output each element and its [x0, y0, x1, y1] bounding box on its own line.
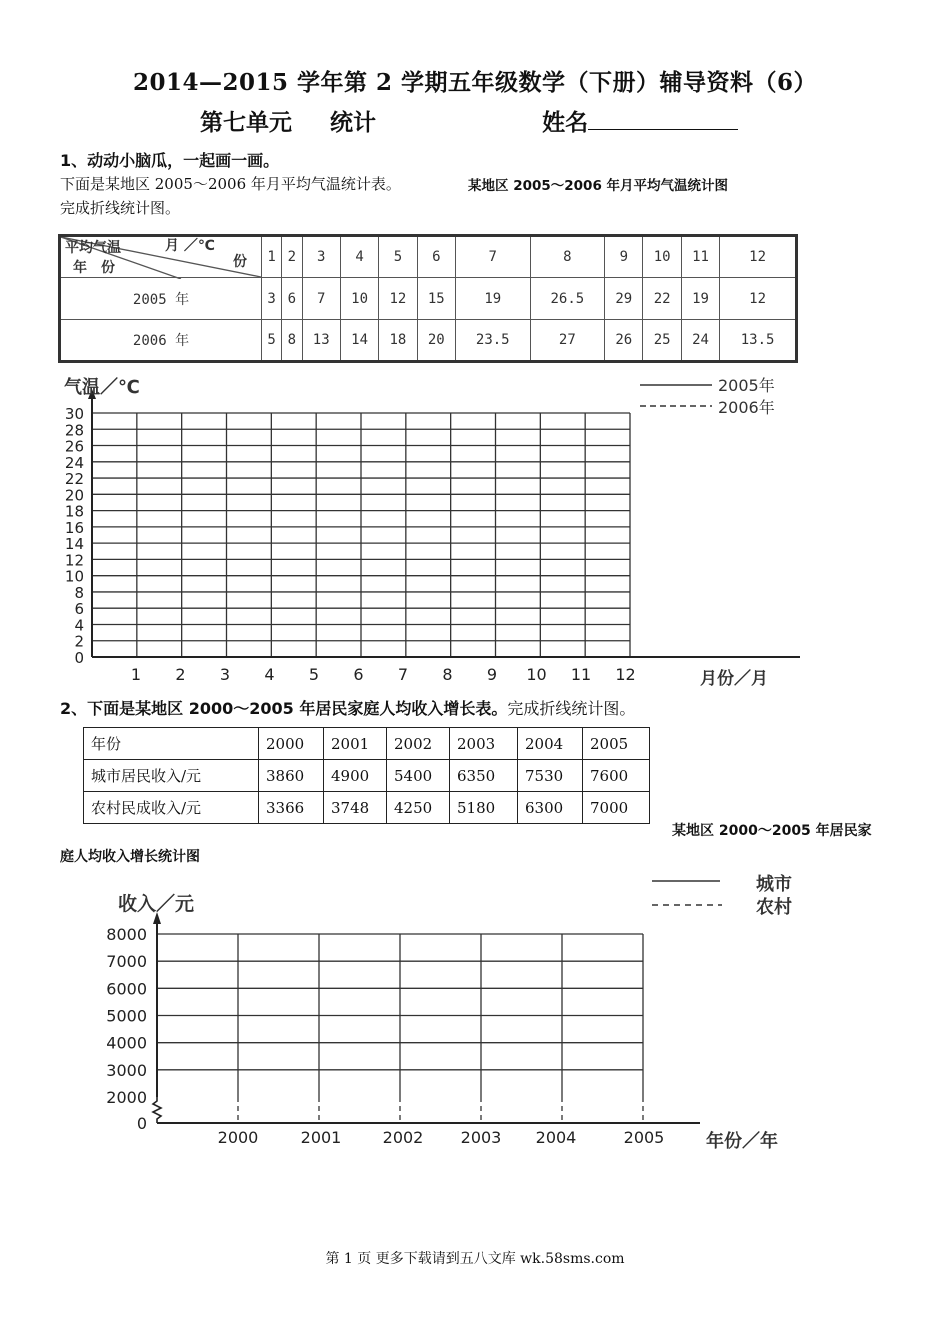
table-cell: 7600: [583, 760, 650, 792]
x-tick-label: 2003: [460, 1128, 502, 1147]
y-tick-label: 3000: [106, 1060, 147, 1080]
x-tick-label: 2001: [300, 1128, 342, 1147]
month-header: 3: [302, 236, 340, 278]
month-header: 1: [262, 236, 282, 278]
table-cell: 22: [643, 278, 681, 320]
x-tick-label: 1: [130, 665, 142, 684]
month-header: 6: [417, 236, 455, 278]
name-label: 姓名: [542, 109, 589, 136]
table-cell: 6350: [450, 760, 518, 792]
corner-year-label: 年 份: [73, 260, 115, 276]
question-1-description: 下面是某地区 2005～2006 年月平均气温统计表。: [60, 175, 401, 193]
month-header: 9: [605, 236, 643, 278]
question-1-instruction: 完成折线统计图。: [60, 199, 181, 217]
x-tick-label: 4: [264, 665, 275, 684]
table-cell: 5: [262, 320, 282, 362]
x-tick-label: 2002: [382, 1128, 424, 1147]
chart-2-caption-line-2: 庭人均收入增长统计图: [60, 849, 200, 865]
table-cell: 14: [340, 320, 378, 362]
corner-temp-label: 平均气温: [65, 240, 121, 256]
table-cell: 农村民成收入/元: [84, 792, 259, 824]
table-cell: 3748: [324, 792, 387, 824]
table-cell: 27: [530, 320, 605, 362]
x-tick-label: 6: [353, 665, 364, 684]
unit-label: 第七单元: [200, 109, 292, 136]
table-header-cell: 2003: [450, 728, 518, 760]
table-cell: 7: [302, 278, 340, 320]
y-tick-label: 4000: [106, 1033, 147, 1053]
x-tick-label: 2: [175, 665, 186, 684]
y-tick-label: 5000: [106, 1006, 147, 1026]
table-cell: 5400: [387, 760, 450, 792]
x-tick-label: 8: [442, 665, 453, 684]
table-cell: 15: [417, 278, 455, 320]
question-2-heading-bold: 2、下面是某地区 2000～2005 年居民家庭人均收入增长表。: [60, 699, 508, 718]
month-header: 8: [530, 236, 605, 278]
table-cell: 4900: [324, 760, 387, 792]
x-tick-label: 3: [219, 665, 231, 684]
table-header-cell: 2002: [387, 728, 450, 760]
x-tick-label: 12: [615, 665, 636, 684]
table-cell: 13: [302, 320, 340, 362]
page-footer: 第 1 页 更多下载请到五八文库 wk.58sms.com: [325, 1251, 625, 1267]
table-cell: 7000: [583, 792, 650, 824]
table-cell: 10: [340, 278, 378, 320]
table-cell: 20: [417, 320, 455, 362]
row-label: 2006 年: [60, 320, 262, 362]
table-row: [84, 792, 650, 824]
month-header: 11: [681, 236, 719, 278]
table-cell: 19: [455, 278, 530, 320]
table-cell: 12: [379, 278, 417, 320]
y-tick-label: 14: [64, 535, 84, 554]
table-cell: 3: [262, 278, 282, 320]
x-tick-label: 11: [570, 665, 592, 684]
month-header: 10: [643, 236, 681, 278]
x-tick-label: 2005: [623, 1128, 665, 1147]
topic-label: 统计: [330, 109, 377, 136]
legend-label: 2006年: [718, 398, 775, 417]
table-cell: 6300: [518, 792, 583, 824]
x-axis-label: 月份／月: [700, 669, 768, 689]
chart-1-caption: 某地区 2005～2006 年月平均气温统计图: [468, 178, 729, 194]
month-header: 7: [455, 236, 530, 278]
y-tick-label: 6: [74, 600, 84, 619]
table-cell: 23.5: [455, 320, 530, 362]
table-cell: 26: [605, 320, 643, 362]
chart-2-caption-line-1: 某地区 2000～2005 年居民家: [672, 823, 872, 839]
table-cell: 7530: [518, 760, 583, 792]
question-2-heading: [60, 696, 635, 719]
table-header-cell: 2005: [583, 728, 650, 760]
table-header-cell: 年份: [84, 728, 259, 760]
table-cell: 18: [379, 320, 417, 362]
y-axis-label: 气温／℃: [64, 377, 140, 398]
table-cell: 12: [720, 278, 797, 320]
legend-label: 农村: [756, 897, 792, 918]
y-tick-label: 24: [64, 453, 84, 472]
month-header: 4: [340, 236, 378, 278]
x-tick-label: 9: [486, 665, 498, 684]
y-axis-label: 收入／元: [118, 893, 195, 915]
y-tick-label: 7000: [106, 952, 147, 972]
question-2-instruction: 完成折线统计图。: [507, 699, 636, 718]
x-tick-label: 7: [397, 665, 409, 684]
table-row: [84, 728, 650, 760]
y-tick-label: 8000: [106, 925, 147, 944]
table-cell: 5180: [450, 792, 518, 824]
y-tick-label: 12: [64, 551, 84, 570]
x-tick-label: 5: [308, 665, 320, 684]
y-tick-label: 0: [136, 1114, 147, 1133]
y-tick-label: 8: [74, 583, 84, 602]
y-tick-label: 2: [74, 632, 84, 651]
question-1-heading: 1、动动小脑瓜，一起画一画。: [60, 151, 280, 170]
table-cell: 25: [643, 320, 681, 362]
table-header-cell: 2004: [518, 728, 583, 760]
table-row: [84, 760, 650, 792]
table-cell: 26.5: [530, 278, 605, 320]
y-tick-label: 26: [64, 437, 84, 456]
y-tick-label: 10: [64, 567, 84, 586]
x-tick-label: 2004: [535, 1128, 577, 1147]
y-tick-label: 16: [64, 518, 84, 537]
legend-label: 城市: [756, 874, 792, 895]
x-tick-label: 2000: [217, 1128, 259, 1147]
table-cell: 19: [681, 278, 719, 320]
row-label: 2005 年: [60, 278, 262, 320]
month-header: 2: [282, 236, 302, 278]
y-tick-label: 18: [64, 502, 84, 521]
y-tick-label: 20: [64, 486, 84, 505]
table-cell: 13.5: [720, 320, 797, 362]
table-cell: 6: [282, 278, 302, 320]
table-cell: 3366: [259, 792, 324, 824]
y-tick-label: 28: [64, 421, 84, 440]
table-cell: 城市居民收入/元: [84, 760, 259, 792]
corner-month-label: 份: [233, 254, 247, 270]
x-axis-label: 年份／年: [706, 1131, 778, 1152]
table-cell: 3860: [259, 760, 324, 792]
page-title: 2014—2015 学年第 2 学期五年级数学（下册）辅导资料（6）: [132, 69, 818, 96]
y-tick-label: 2000: [106, 1088, 147, 1107]
legend-label: 2005年: [718, 376, 775, 395]
table-header-cell: 2000: [259, 728, 324, 760]
corner-unit-label: 月 ／℃: [165, 238, 215, 254]
y-tick-label: 6000: [106, 979, 147, 999]
table-cell: 4250: [387, 792, 450, 824]
y-tick-label: 22: [64, 470, 84, 489]
table-header-cell: 2001: [324, 728, 387, 760]
y-tick-label: 4: [74, 616, 84, 635]
table-cell: 8: [282, 320, 302, 362]
month-header: 12: [720, 236, 797, 278]
income-table: [83, 727, 650, 824]
y-tick-label: 0: [74, 649, 84, 667]
x-tick-label: 10: [526, 665, 547, 684]
axis-break-icon: [153, 1097, 161, 1123]
table-cell: 24: [681, 320, 719, 362]
y-tick-label: 30: [64, 405, 84, 423]
month-header: 5: [379, 236, 417, 278]
table-cell: 29: [605, 278, 643, 320]
